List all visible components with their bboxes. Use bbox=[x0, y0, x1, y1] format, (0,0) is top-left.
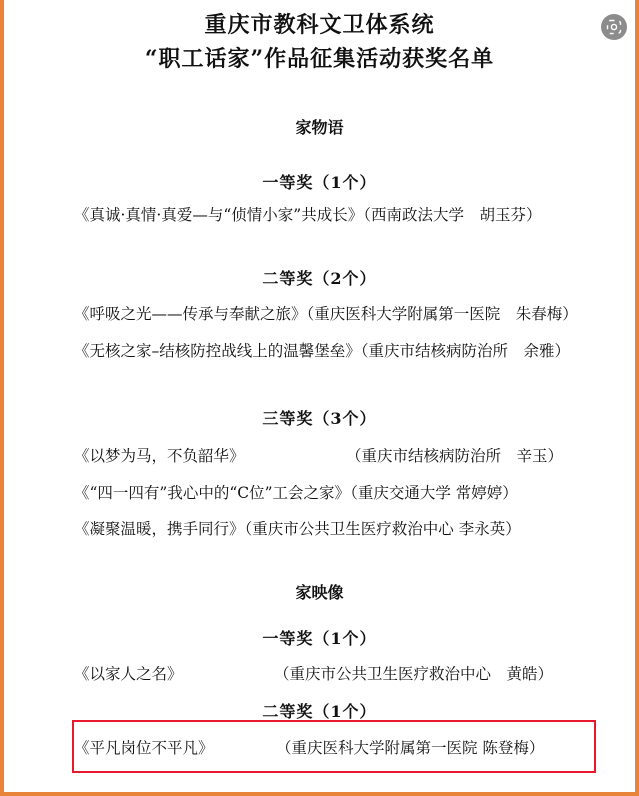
entry-title: 《平凡岗位不平凡》 bbox=[74, 739, 214, 757]
entry-title: 《呼吸之光——传承与奉献之旅》 bbox=[74, 305, 307, 323]
second-prize-heading: 二等奖（1个） bbox=[262, 702, 377, 721]
entry-title: 《“四一四有”我心中的“C位”工会之家》 bbox=[74, 484, 351, 502]
entry-org: （重庆市公共卫生医疗救治中心 李永英） bbox=[244, 520, 521, 538]
third-prize-heading: 三等奖（3个） bbox=[262, 409, 377, 428]
page-title-line-2: “职工话家”作品征集活动获奖名单 bbox=[144, 46, 495, 72]
award-entry bbox=[74, 481, 518, 503]
entry-title: 《无核之家–结核防控战线上的温馨堡垒》 bbox=[74, 342, 361, 360]
award-entry bbox=[74, 444, 584, 466]
entry-title: 《真诚·真情·真爱—与“侦情小家”共成长》 bbox=[74, 206, 364, 224]
entry-org: （重庆医科大学附属第一医院 朱春梅） bbox=[306, 305, 578, 323]
section-heading-jiawuyu: 家物语 bbox=[295, 118, 344, 137]
entry-org: （重庆市结核病防治所 余雅） bbox=[360, 342, 571, 360]
entry-org: （重庆交通大学 常婷婷） bbox=[350, 484, 518, 502]
page-title-line-1: 重庆市教科文卫体系统 bbox=[204, 12, 435, 38]
award-entry bbox=[74, 662, 584, 684]
award-entry bbox=[74, 339, 570, 361]
entry-org: （西南政法大学 胡玉芬） bbox=[363, 206, 542, 224]
award-entry bbox=[74, 736, 584, 758]
entry-org: （重庆市结核病防治所 辛玉） bbox=[346, 447, 564, 465]
award-entry bbox=[74, 517, 521, 539]
award-entry bbox=[74, 203, 541, 225]
section-heading-jiayingxiang: 家映像 bbox=[295, 583, 344, 602]
first-prize-heading: 一等奖（1个） bbox=[262, 629, 377, 648]
entry-org: （重庆医科大学附属第一医院 陈登梅） bbox=[276, 739, 545, 757]
entry-title: 《凝聚温暖，携手同行》 bbox=[74, 520, 245, 538]
entry-title: 《以家人之名》 bbox=[74, 665, 183, 683]
entry-title: 《以梦为马，不负韶华》 bbox=[74, 447, 245, 465]
award-entry bbox=[74, 302, 578, 324]
entry-org: （重庆市公共卫生医疗救治中心 黄皓） bbox=[274, 665, 554, 683]
first-prize-heading: 一等奖（1个） bbox=[262, 173, 377, 192]
second-prize-heading: 二等奖（2个） bbox=[262, 269, 377, 288]
